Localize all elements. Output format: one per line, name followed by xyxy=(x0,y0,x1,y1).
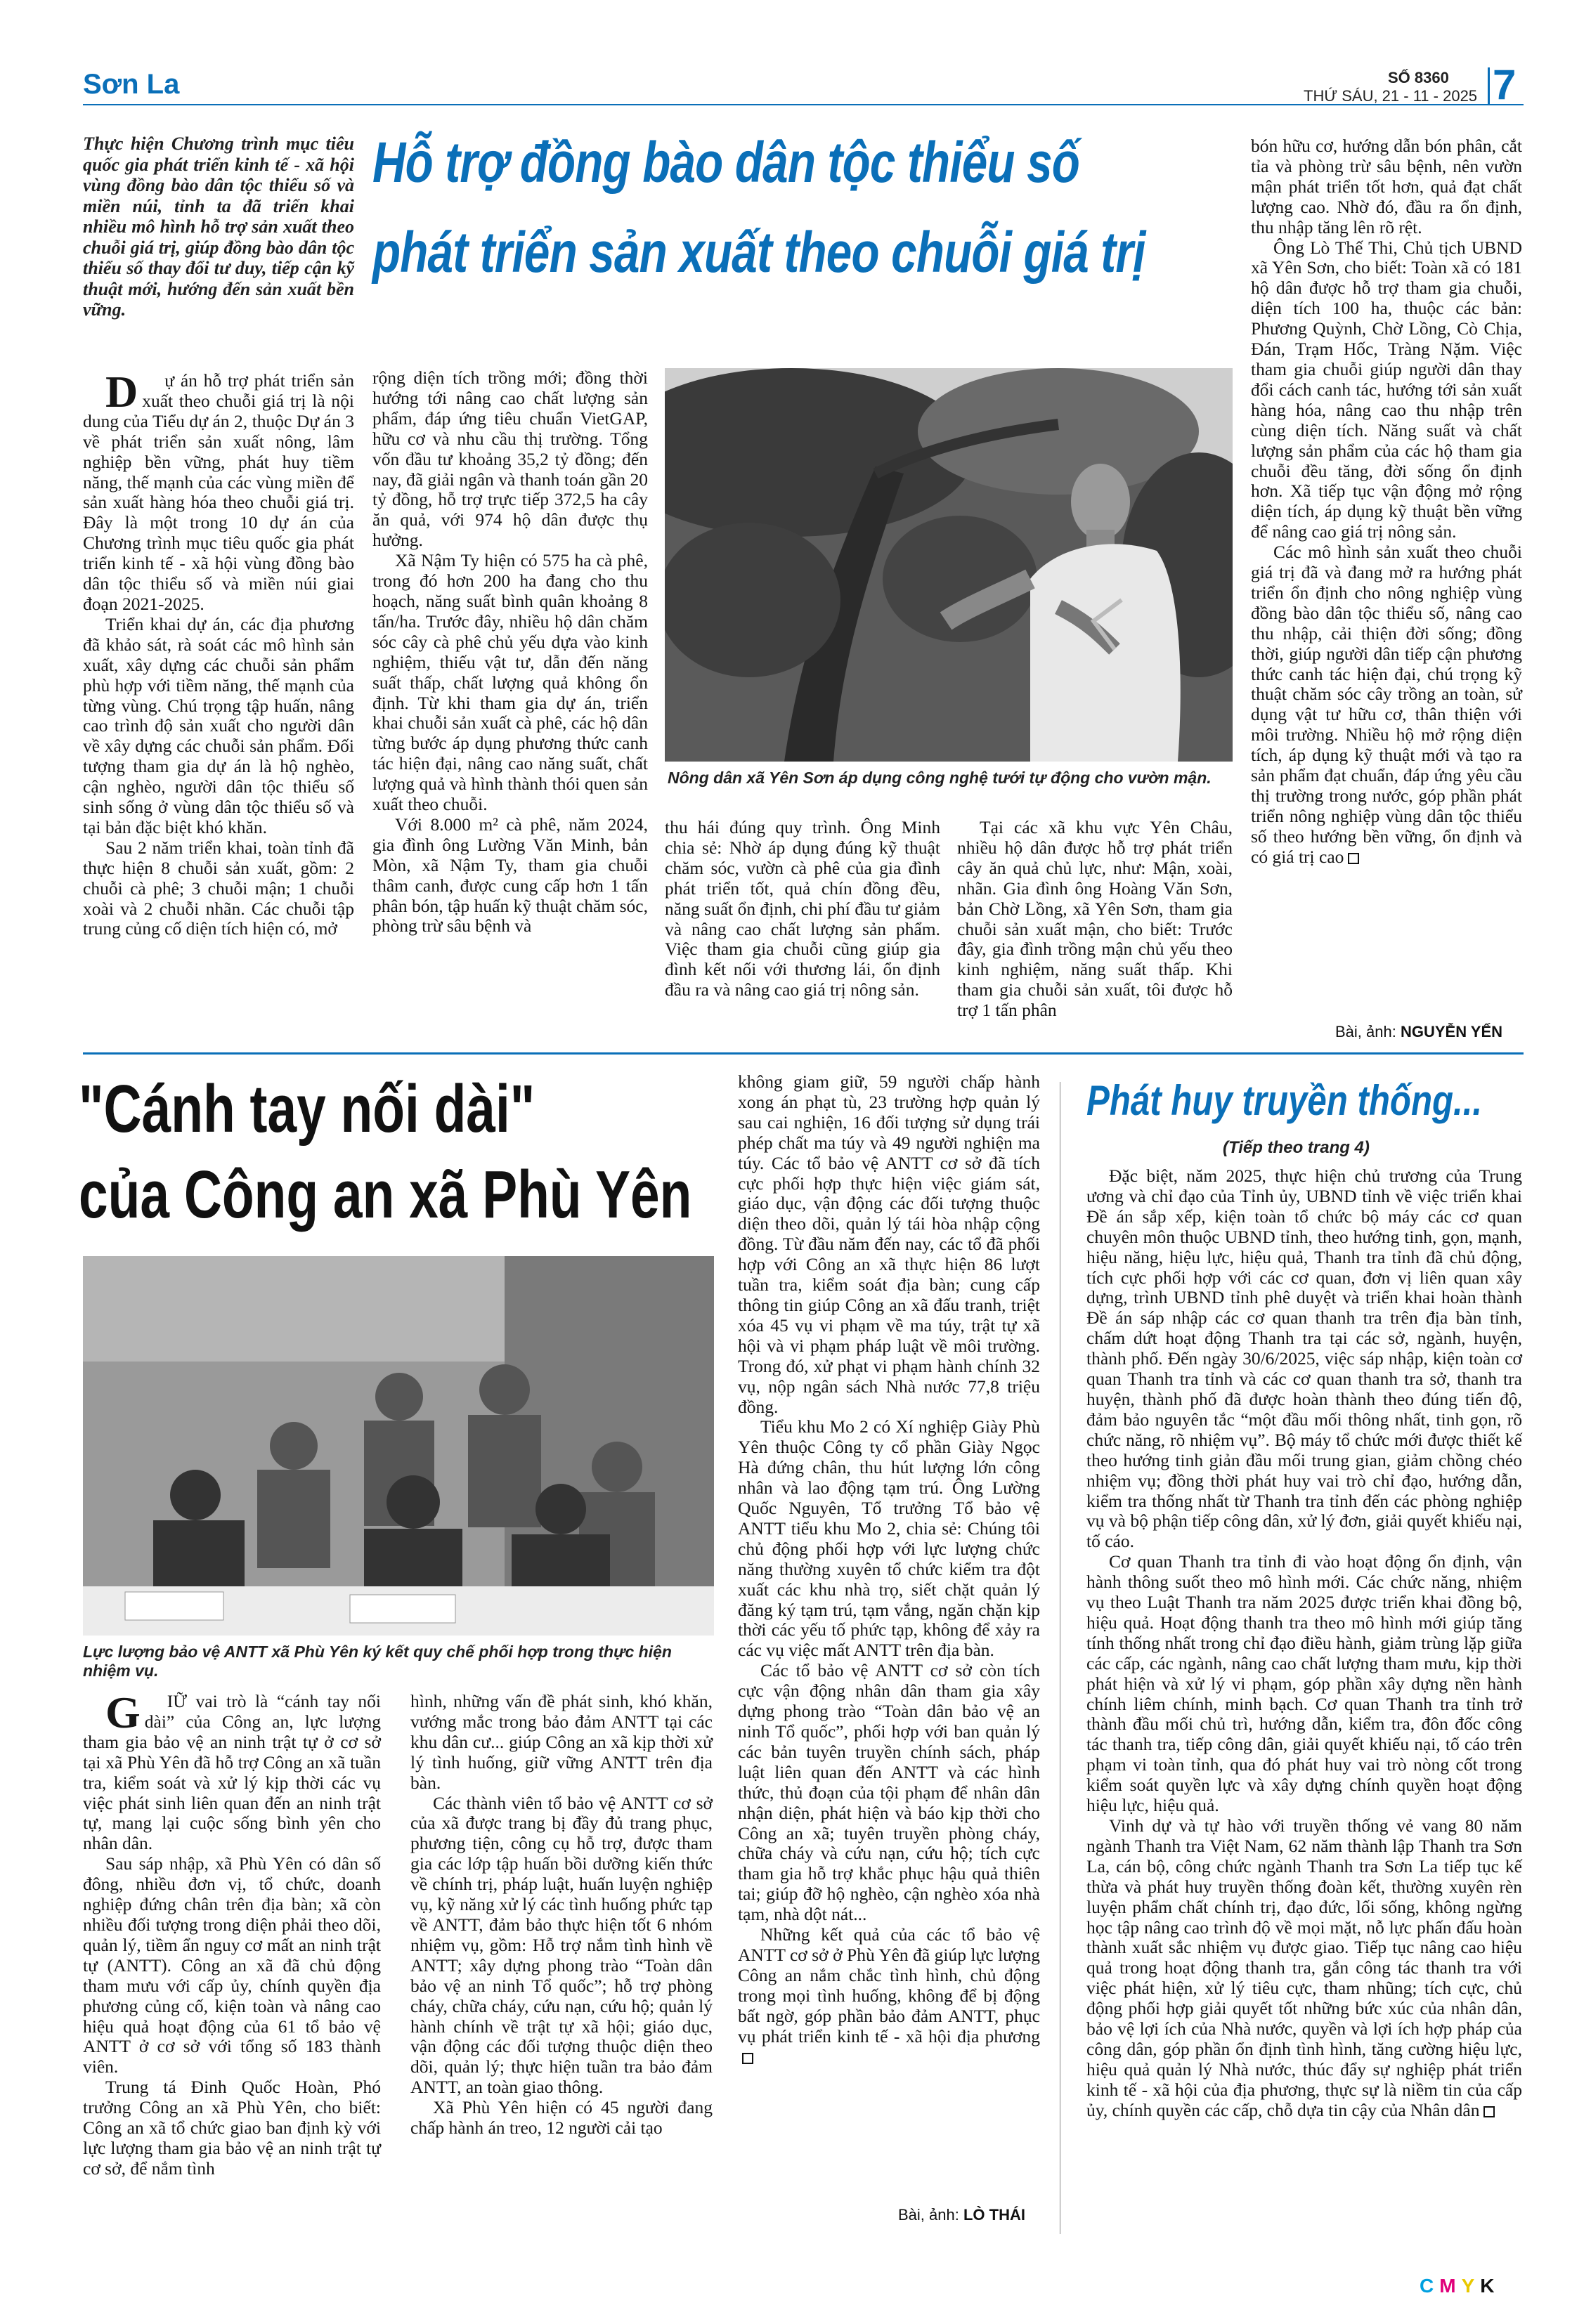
article1-col5 xyxy=(1251,136,1522,868)
paragraph: Với 8.000 m² cà phê, năm 2024, gia đình ông Lường Văn Minh, bản Mòn, xã Nậm Ty, tham gia chuỗi thâm canh, được cung cấp hơn 1 tấn phân bón, tập huấn kỹ thuật chăm sóc, phòng trừ sâu bệnh và xyxy=(372,814,648,936)
paragraph: Các tổ bảo vệ ANTT cơ sở còn tích cực vận động nhân dân tham gia xây dựng phong trào “Toàn dân bảo vệ an ninh Tổ quốc”, phối hợp với ban quản lý các bản tuyên truyền chính sách, pháp luật liên quan đến ANTT và các hình thức, thủ đoạn của tội phạm để nhân dân nhận diện, phát hiện và báo kịp thời cho Công an xã; tuyên truyền phòng cháy, chữa cháy và cứu nạn, cứu hộ; tích cực tham gia hỗ trợ khắc phục hậu quả thiên tai; giúp đỡ hộ nghèo, cận nghèo xóa nhà tạm, nhà dột nát... xyxy=(738,1660,1040,1925)
paragraph: Ông Lò Thế Thi, Chủ tịch UBND xã Yên Sơn, cho biết: Toàn xã có 181 hộ dân được hỗ trợ tham gia chuỗi, diện tích 100 ha, thuộc các bản: Phương Quỳnh, Chờ Lồng, Cò Chịa, Đán, Trạm Hốc, Tràng Nặm. Việc tham gia chuỗi giúp người dân thay đổi cách canh tác, hướng tới sản xuất hàng hóa, nâng cao thu nhập trên cùng diện tích. Năng suất và chất lượng sản phẩm của các hộ tham gia chuỗi đều tăng, đời sống ổn định hơn. Xã tiếp tục vận động mở rộng diện tích, áp dụng kỹ thuật bền vững để nâng cao giá trị nông sản. xyxy=(1251,237,1522,542)
byline-label: Bài, ảnh: xyxy=(1335,1023,1396,1040)
article3-continued: (Tiếp theo trang 4) xyxy=(1223,1138,1370,1157)
header xyxy=(0,0,1591,112)
paragraph: Tiểu khu Mo 2 có Xí nghiệp Giày Phù Yên thuộc Công ty cổ phần Giày Ngọc Hà đứng chân, thu hút lượng lớn công nhân và lao động tạm trú. Ông Lường Quốc Nguyên, Tổ trưởng Tổ bảo vệ ANTT tiểu khu Mo 2, chia sẻ: Chúng tôi chủ động phối hợp với lực lượng chức năng thường xuyên tổ chức kiểm tra đột xuất các khu nhà trọ, siết chặt quản lý đăng ký tạm trú, tạm vắng, ngăn chặn kịp thời các yếu tố phức tạp, không để xảy ra các vụ việc mất ANTT trên địa bàn. xyxy=(738,1416,1040,1661)
end-mark xyxy=(742,2053,753,2064)
article-separator xyxy=(83,1052,1524,1055)
paragraph: Trung tá Đinh Quốc Hoàn, Phó trưởng Công an xã Phù Yên, cho biết: Công an xã tổ chức giao ban định kỳ với lực lượng tham gia bảo vệ an ninh trật tự cơ sở, để nắm tình xyxy=(83,2077,381,2179)
section-title: Sơn La xyxy=(83,69,180,100)
paragraph: hình, những vấn đề phát sinh, khó khăn, vướng mắc trong bảo đảm ANTT tại các khu dân cư... giúp Công an xã kịp thời xử lý tình huống, giữ vững ANTT trên địa bàn. xyxy=(410,1691,713,1793)
article1-title-line1: Hỗ trợ đồng bào dân tộc thiểu số xyxy=(372,131,1080,195)
paragraph: Các thành viên tổ bảo vệ ANTT cơ sở của xã được trang bị đầy đủ trang phục, phương tiện, công cụ hỗ trợ, được tham gia các lớp tập huấn bồi dưỡng kiến thức về chính trị, pháp luật, huấn luyện nghiệp vụ, kỹ năng xử lý các tình huống phức tạp về ANTT, đảm bảo thực hiện tốt 6 nhóm nhiệm vụ, gồm: Hỗ trợ nắm tình hình về ANTT; xây dựng phong trào “Toàn dân bảo vệ an ninh Tổ quốc”; hỗ trợ phòng cháy, chữa cháy, cứu nạn, cứu hộ; quản lý hành chính về trật tự xã hội; giáo dục, vận động các đối tượng thuộc diện theo dõi, quản lý; thực hiện tuần tra bảo đảm ANTT, an toàn giao thông. xyxy=(410,1792,713,2098)
issue-date: THỨ SÁU, 21 - 11 - 2025 xyxy=(1304,87,1478,105)
article2-title-line2: của Công an xã Phù Yên xyxy=(79,1157,692,1232)
paragraph: Cơ quan Thanh tra tỉnh đi vào hoạt động ổn định, vận hành thông suốt theo mô hình mới. Các chức năng, nhiệm vụ theo Luật Thanh tra năm 2025 được triển khai đồng bộ, hiệu quả. Hoạt động thanh tra theo mô hình mới giúp tăng tính thống nhất trong chỉ đạo điều hành, giảm trùng lặp giữa các cấp, các ngành, nâng cao chất lượng tham mưu, kịp thời phát hiện và xử lý vi phạm, góp phần xây dựng nền hành chính liêm chính, minh bạch. Cơ quan Thanh tra tỉnh trở thành đầu mối chủ trì, hướng dẫn, kiểm tra, đôn đốc công tác thanh tra, tiếp công dân, giải quyết khiếu nại, tố cáo trên phạm vi toàn tỉnh, qua đó phát huy vai trò nòng cốt trong kiểm soát quyền lực và xây dựng chính quyền hoạt động hiệu lực, hiệu quả. xyxy=(1086,1551,1522,1816)
byline-author: NGUYỄN YẾN xyxy=(1400,1023,1503,1040)
article2-col1 xyxy=(83,1687,381,2179)
article1-photo-farmer xyxy=(665,368,1233,762)
article1-col2 xyxy=(372,368,648,936)
paragraph: Triển khai dự án, các địa phương đã khảo sát, rà soát các mô hình sản xuất, xây dựng các chuỗi sản phẩm phù hợp với tiềm năng, thế mạnh của từng vùng. Chú trọng tập huấn, nâng cao trình độ sản xuất cho người dân về xây dựng các chuỗi sản phẩm. Đối tượng tham gia dự án là hộ nghèo, cận nghèo, người dân tộc thiểu số sinh sống ở vùng dân tộc thiểu số và tại bản đặc biệt khó khăn. xyxy=(83,613,354,837)
end-mark xyxy=(1348,853,1359,864)
paragraph: không giam giữ, 59 người chấp hành xong án phạt tù, 23 trường hợp quản lý sau cai nghiện, 16 đối tượng sử dụng trái phép chất ma túy và 49 người nghiện ma túy. Các tổ bảo vệ ANTT cơ sở đã tích cực phối hợp thực hiện việc giám sát, giáo dục, vận động các đối tượng thuộc diện theo dõi, quản lý tái hòa nhập cộng đồng. Từ đầu năm đến nay, các tổ đã phối hợp với Công an xã thực hiện 86 lượt tuần tra, kiểm soát địa bàn; cung cấp thông tin giúp Công an xã đấu tranh, triệt xóa 45 vụ vi phạm về ma túy, trật tự xã hội và vi phạm pháp luật về môi trường. Trong đó, xử phạt vi phạm hành chính 32 vụ, nộp ngân sách Nhà nước 77,8 triệu đồng. xyxy=(738,1071,1040,1417)
paragraph: Xã Nậm Ty hiện có 575 ha cà phê, trong đó hơn 200 ha đang cho thu hoạch, năng suất bình quân khoảng 8 tấn/ha. Trước đây, nhiều hộ dân chăm sóc cây cà phê chủ yếu dựa vào kinh nghiệm, thiếu vật tư, dẫn đến năng suất thấp, chất lượng quả không ổn định. Từ khi tham gia dự án, triển khai chuỗi sản xuất cà phê, các hộ dân từng bước áp dụng phương thức canh tác hiện đại, nâng cao năng suất, chất lượng quả và hình thành thói quen sản xuất theo chuỗi. xyxy=(372,550,648,815)
article1-photo-caption: Nông dân xã Yên Sơn áp dụng công nghệ tưới tự động cho vườn mận. xyxy=(668,769,1212,787)
paragraph: GIỮ vai trò là “cánh tay nối dài” của Công an, lực lượng tham gia bảo vệ an ninh trật tự ở cơ sở tại xã Phù Yên đã hỗ trợ Công an xã tuần tra, kiểm soát và xử lý kịp thời các vụ việc phát sinh liên quan đến an ninh trật tự, mang lại cuộc sống bình yên cho nhân dân. xyxy=(83,1687,381,1854)
issue-number: SỐ 8360 xyxy=(1388,69,1449,86)
article1-col1 xyxy=(83,367,354,939)
article2-byline xyxy=(898,2206,1025,2224)
paragraph: Các mô hình sản xuất theo chuỗi giá trị đã và đang mở ra hướng phát triển ổn định cho nông nghiệp vùng đồng bào dân tộc thiểu số, nâng cao thu nhập, cải thiện đời sống; đồng thời, giúp người dân tiếp cận phương thức canh tác hiện đại, chú trọng kỹ thuật chăm sóc cây trồng an toàn, sử dụng vật tư hữu cơ, thân thiện với môi trường. Nhiều hộ mở rộng diện tích, áp dụng kỹ thuật mới và tạo ra sản phẩm đạt chuẩn, đáp ứng yêu cầu thị trường trong nước, góp phần phát triển nông nghiệp vùng dân tộc thiểu số theo hướng bền vững, ổn định và có giá trị cao xyxy=(1251,542,1522,867)
farmer-illustration xyxy=(665,368,1233,762)
paragraph: bón hữu cơ, hướng dẫn bón phân, cắt tỉa và phòng trừ sâu bệnh, nên vườn mận phát triển tốt hơn, quả đạt chất lượng cao. Nhờ đó, đầu ra ổn định, thu nhập tăng lên rõ rệt. xyxy=(1251,136,1522,237)
article2-title-line1: "Cánh tay nối dài" xyxy=(79,1071,535,1147)
paragraph: Vinh dự và tự hào với truyền thống vẻ vang 80 năm ngành Thanh tra Việt Nam, 62 năm thành lập Thanh tra Sơn La, cán bộ, công chức ngành Thanh tra Sơn La tiếp tục kế thừa và phát huy truyền thống đoàn kết, thường xuyên rèn luyện phẩm chất chính trị, đạo đức, lối sống, không ngừng học tập nâng cao trình độ về mọi mặt, nỗ lực phấn đấu hoàn thành xuất sắc nhiệm vụ được giao. Tiếp tục nâng cao hiệu quả trong hoạt động thanh tra, gắn công tác thanh tra với việc phát hiện, xử lý tiêu cực, tham nhũng; tích cực, chủ động phối hợp giải quyết tốt những bức xúc của nhân dân, bảo vệ lợi ích của Nhà nước, quyền và lợi ích hợp pháp của công dân, góp phần ổn định tình hình, tăng cường hiệu lực, hiệu quả quản lý Nhà nước, thúc đẩy sự nghiệp phát triển kinh tế - xã hội của địa phương, thực sự là niềm tin của cấp ủy, chính quyền các cấp, chỗ dựa tin cậy của Nhân dân xyxy=(1086,1815,1522,2120)
paragraph: Sau 2 năm triển khai, toàn tỉnh đã thực hiện 8 chuỗi sản xuất, gồm: 2 chuỗi cà phê; 3 chuỗi mận; 1 chuỗi xoài và 2 chuỗi nhãn. Các chuỗi tập trung củng cố diện tích hiện có, mở xyxy=(83,837,354,939)
article1-col3 xyxy=(665,818,940,1000)
article2-col3 xyxy=(738,1072,1040,2067)
page-number-divider xyxy=(1488,67,1490,105)
cmyk-m: M xyxy=(1439,2275,1462,2297)
paragraph: Tại các xã khu vực Yên Châu, nhiều hộ dân được hỗ trợ phát triển cây ăn quả chủ lực, như: Mận, xoài, nhãn. Gia đình ông Hoàng Văn Sơn, bản Chờ Lồng, xã Yên Sơn, tham gia chuỗi sản xuất mận, cho biết: Trước đây, gia đình trồng mận chủ yếu theo kinh nghiệm, năng suất thấp. Khi tham gia chuỗi sản xuất, tôi được hỗ trợ 1 tấn phân xyxy=(957,817,1233,1021)
article3-body xyxy=(1086,1166,1522,2121)
cmyk-k: K xyxy=(1480,2275,1500,2297)
article3-title: Phát huy truyền thống... xyxy=(1086,1077,1483,1124)
article2-photo-police xyxy=(83,1256,714,1636)
byline-label: Bài, ảnh: xyxy=(898,2206,959,2224)
paragraph: Dự án hỗ trợ phát triển sản xuất theo chuỗi giá trị là nội dung của Tiểu dự án 2, thuộc Dự án 3 về phát triển sản xuất nông, lâm nghiệp bền vững, phát huy tiềm năng, thế mạnh của các vùng miền để sản xuất hàng hóa theo chuỗi giá trị. Đây là một trong 10 dự án của Chương trình mục tiêu quốc gia phát triển kinh tế - xã hội vùng đồng bào dân tộc thiểu số và miền núi giai đoạn 2021-2025. xyxy=(83,367,354,614)
paragraph: Những kết quả của các tổ bảo vệ ANTT cơ sở ở Phù Yên đã giúp lực lượng Công an nắm chắc tình hình, chủ động trong mọi tình huống, không để bị động bất ngờ, góp phần bảo đảm ANTT, phục vụ phát triển kinh tế - xã hội địa phương xyxy=(738,1925,1040,2067)
cmyk-marks xyxy=(1420,2275,1500,2297)
end-mark xyxy=(1483,2106,1495,2117)
paragraph: rộng diện tích trồng mới; đồng thời hướng tới nâng cao chất lượng sản phẩm, đáp ứng tiêu chuẩn VietGAP, hữu cơ và nhu cầu thị trường. Tổng vốn đầu tư khoảng 35,2 tỷ đồng; đến nay, đã giải ngân và thanh toán gần 20 tỷ đồng, hỗ trợ trực tiếp 372,5 ha cây ăn quả, với 974 hộ dân được thụ hưởng. xyxy=(372,367,648,551)
article2-photo-caption: Lực lượng bảo vệ ANTT xã Phù Yên ký kết quy chế phối hợp trong thực hiện nhiệm vụ. xyxy=(83,1643,672,1680)
article1-sapo: Thực hiện Chương trình mục tiêu quốc gia phát triển kinh tế - xã hội vùng đồng bào dân tộc thiểu số và miền núi, tỉnh ta đã triển khai nhiều mô hình hỗ trợ sản xuất theo chuỗi giá trị, giúp đồng bào dân tộc thiểu số thay đổi tư duy, tiếp cận kỹ thuật mới, hướng đến sản xuất bền vững. xyxy=(83,133,354,320)
police-illustration xyxy=(83,1256,714,1636)
cmyk-y: Y xyxy=(1461,2275,1481,2297)
article1-col4 xyxy=(957,818,1233,1021)
article1-title-line2: phát triển sản xuất theo chuỗi giá trị xyxy=(372,221,1145,285)
page-number: 7 xyxy=(1493,61,1517,108)
article1-byline xyxy=(1335,1023,1502,1041)
paragraph: Xã Phù Yên hiện có 45 người đang chấp hành án treo, 12 người cải tạo xyxy=(410,2097,713,2139)
byline-author: LÒ THÁI xyxy=(963,2206,1025,2224)
paragraph: Sau sáp nhập, xã Phù Yên có dân số đông, nhiều đơn vị, tổ chức, doanh nghiệp đứng chân trên địa bàn; xã còn nhiều đối tượng trong diện phải theo dõi, quản lý, tiềm ẩn nguy cơ mất an ninh trật tự (ANTT). Công an xã đã chủ động tham mưu với cấp ủy, chính quyền địa phương củng cố, kiện toàn và nâng cao hiệu quả hoạt động của 61 tổ bảo vệ ANTT ở cơ sở với tổng số 183 thành viên. xyxy=(83,1853,381,2077)
article2-col2 xyxy=(410,1692,713,2139)
paragraph: Đặc biệt, năm 2025, thực hiện chủ trương của Trung ương và chỉ đạo của Tỉnh ủy, UBND tỉnh về việc triển khai Đề án sắp xếp, kiện toàn tổ chức bộ máy các cơ quan chuyên môn thuộc UBND tỉnh, theo hướng tinh, gọn, mạnh, hiệu năng, hiệu lực, hiệu quả, Thanh tra tỉnh đã chủ động, tích cực phối hợp với các cơ quan, đơn vị liên quan xây dựng, trình UBND tỉnh phê duyệt và triển khai hoàn thành Đề án sáp nhập các cơ quan thanh tra trên địa bàn tỉnh, chấm dứt hoạt động Thanh tra tại các sở, ngành, huyện, thành phố. Đến ngày 30/6/2025, việc sáp nhập, kiện toàn cơ quan Thanh tra tỉnh và các cơ quan thanh tra sở, thanh tra huyện, thành phố đã được hoàn thành theo đúng tiến độ, đảm bảo nguyên tắc “một đầu mối thông nhất, tinh gọn, rõ chức năng, rõ nhiệm vụ”. Bộ máy tổ chức mới được thiết kế theo hướng tinh giản đầu mối trung gian, giảm chồng chéo nhiệm vụ; đồng thời phát huy vai trò chỉ đạo, hướng dẫn, kiểm tra thống nhất từ Thanh tra tỉnh đến các phòng nghiệp vụ và bộ phận tiếp công dân, xử lý đơn, giải quyết khiếu nại, tố cáo. xyxy=(1086,1166,1522,1552)
paragraph: thu hái đúng quy trình. Ông Minh chia sẻ: Nhờ áp dụng đúng kỹ thuật chăm sóc, vườn cà phê của gia đình phát triển tốt, quả chín đồng đều, năng suất ổn định, chi phí đầu tư giảm và nâng cao chất lượng sản phẩm. Việc tham gia chuỗi cũng giúp gia đình kết nối với thương lái, ổn định đầu ra và nâng cao giá trị nông sản. xyxy=(665,817,940,1000)
cmyk-c: C xyxy=(1420,2275,1440,2297)
